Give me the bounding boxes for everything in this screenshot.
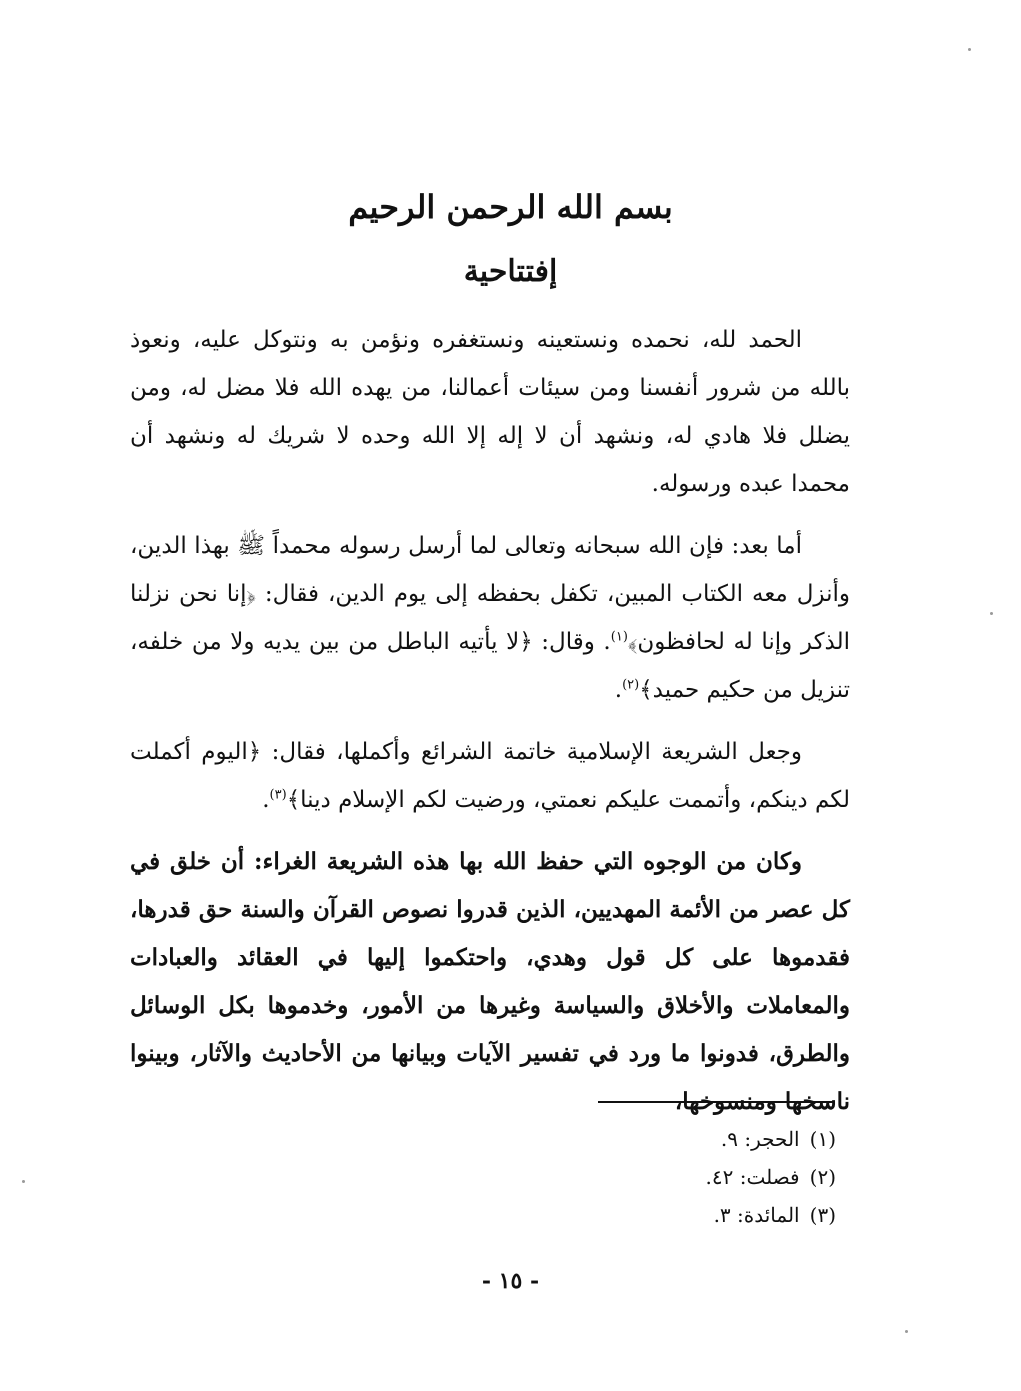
paragraph-3-text-a: وجعل الشريعة الإسلامية خاتمة الشرائع وأكملها، فقال: ﴿اليوم أكملت لكم دينكم، وأتممت عليكم نعمتي، ورضيت لكم الإسلام دينا﴾ — [130, 739, 850, 813]
scan-speck — [905, 1330, 908, 1333]
footnote-3-number: (٣) — [809, 1203, 836, 1227]
footnote-2-number: (٢) — [809, 1165, 836, 1189]
footnote-3 — [560, 1196, 836, 1234]
paragraph-3 — [130, 728, 850, 824]
footnote-2-text: فصلت: ٤٢. — [705, 1165, 800, 1189]
footnotes — [560, 1120, 836, 1234]
basmala-heading: بسم الله الرحمن الرحيم — [348, 188, 673, 226]
footnote-ref-2: (٢) — [622, 677, 640, 693]
footnote-ref-3: (٣) — [269, 787, 287, 803]
footnote-3-text: المائدة: ٣. — [713, 1203, 800, 1227]
footnote-2 — [560, 1158, 836, 1196]
footnote-divider — [598, 1101, 834, 1103]
footnote-1-text: الحجر: ٩. — [720, 1127, 800, 1151]
page-title: إفتتاحية — [463, 254, 558, 289]
paragraph-3-text-b: . — [262, 787, 270, 813]
paragraph-4: وكان من الوجوه التي حفظ الله بها هذه الشريعة الغراء: أن خلق في كل عصر من الأئمة المهديين، الذين قدروا نصوص القرآن والسنة حق قدرها، فقدموها على كل قول وهدي، واحتكموا إليها في العقائد والعبادات والمعاملات والأخلاق والسياسة وغيرها من الأمور، وخدموها بكل الوسائل والطرق، فدونوا ما ورد في تفسير الآيات وبيانها من الأحاديث والآثار، وبينوا ناسخها ومنسوخها، — [130, 848, 850, 1115]
paragraph-2-text-a: أما بعد: فإن الله سبحانه وتعالى لما أرسل رسوله محمداً ﷺ بهذا الدين، وأنزل معه الكتاب المبين، تكفل بحفظه إلى يوم الدين، فقال: ﴿إنا نحن نزلنا الذكر وإنا له لحافظون﴾ — [130, 533, 850, 655]
paragraph-2 — [130, 522, 850, 714]
scan-speck — [968, 48, 971, 51]
scan-speck — [990, 612, 993, 615]
footnote-1 — [560, 1120, 836, 1158]
paragraph-2-text-c: . — [614, 677, 623, 703]
footnote-1-number: (١) — [809, 1127, 836, 1151]
footnote-ref-1: (١) — [610, 629, 628, 645]
scan-speck — [22, 1180, 25, 1183]
main-text — [130, 316, 850, 1140]
paragraph-1: الحمد لله، نحمده ونستعينه ونستغفره ونؤمن به ونتوكل عليه، ونعوذ بالله من شرور أنفسنا ومن سيئات أعمالنا، من يهده الله فلا مضل له، ومن يضلل فلا هادي له، ونشهد أن لا إله إلا الله وحده لا شريك له ونشهد أن محمدا عبده ورسوله. — [130, 327, 850, 497]
paragraph-2-text-b: . وقال: ﴿لا يأتيه الباطل من بين يديه ولا من خلفه، تنزيل من حكيم حميد﴾ — [130, 629, 850, 703]
page-number: - ١٥ - — [481, 1268, 540, 1294]
